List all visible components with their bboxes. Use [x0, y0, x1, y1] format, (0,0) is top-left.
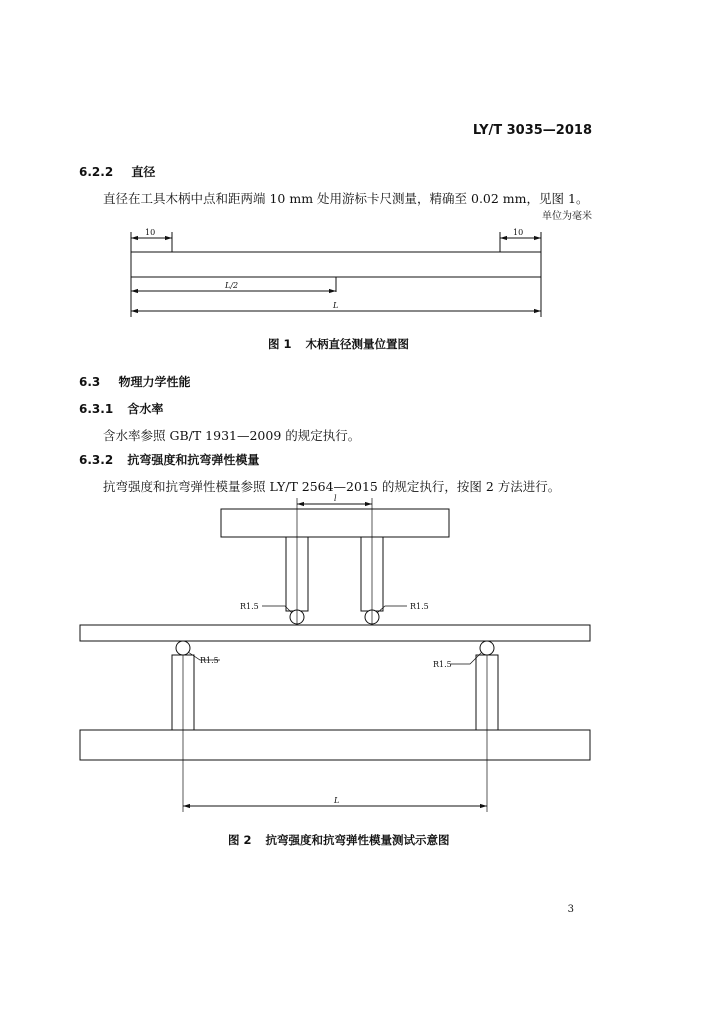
unit-note: 单位为毫米	[542, 211, 592, 222]
caption-number: 图 1	[268, 337, 292, 351]
radius-label-2: R1.5	[410, 602, 429, 611]
paragraph-6-3-2: 抗弯强度和抗弯弹性模量参照 LY/T 2564—2015 的规定执行，按图 2 方法进行。	[103, 479, 561, 494]
base-plate	[80, 730, 590, 760]
caption-text: 木柄直径测量位置图	[305, 337, 410, 351]
radius-label-3: R1.5	[200, 656, 219, 665]
dim-top-label: l	[334, 494, 337, 503]
caption-number: 图 2	[228, 833, 252, 847]
section-title: 抗弯强度和抗弯弹性模量	[127, 453, 260, 467]
section-title: 物理力学性能	[118, 375, 191, 389]
radius-label-1: R1.5	[240, 602, 259, 611]
dim-half-label: L/2	[225, 281, 239, 290]
radius-label-4: R1.5	[433, 660, 452, 669]
loading-head	[221, 509, 449, 537]
paragraph-6-3-1: 含水率参照 GB/T 1931—2009 的规定执行。	[103, 428, 361, 443]
dim-bottom-label: L	[334, 796, 340, 805]
paragraph-6-2-2: 直径在工具木柄中点和距两端 10 mm 处用游标卡尺测量，精确至 0.02 mm，见图 1。	[103, 191, 589, 206]
section-number: 6.2.2	[79, 165, 114, 179]
support-roller-right	[480, 641, 494, 655]
dim-full-label: L	[333, 301, 339, 310]
specimen	[80, 625, 590, 641]
standard-code: LY/T 3035—2018	[472, 123, 592, 138]
caption-text: 抗弯强度和抗弯弹性模量测试示意图	[265, 833, 450, 847]
section-title: 含水率	[127, 402, 164, 416]
section-number: 6.3	[79, 375, 101, 389]
section-title: 直径	[131, 165, 156, 179]
section-number: 6.3.2	[79, 453, 114, 467]
support-roller-left	[176, 641, 190, 655]
section-number: 6.3.1	[79, 402, 114, 416]
figure-2-caption	[228, 832, 450, 848]
page-number: 3	[567, 904, 574, 915]
dim-right-label: 10	[513, 228, 524, 237]
dim-left-label: 10	[145, 228, 156, 237]
